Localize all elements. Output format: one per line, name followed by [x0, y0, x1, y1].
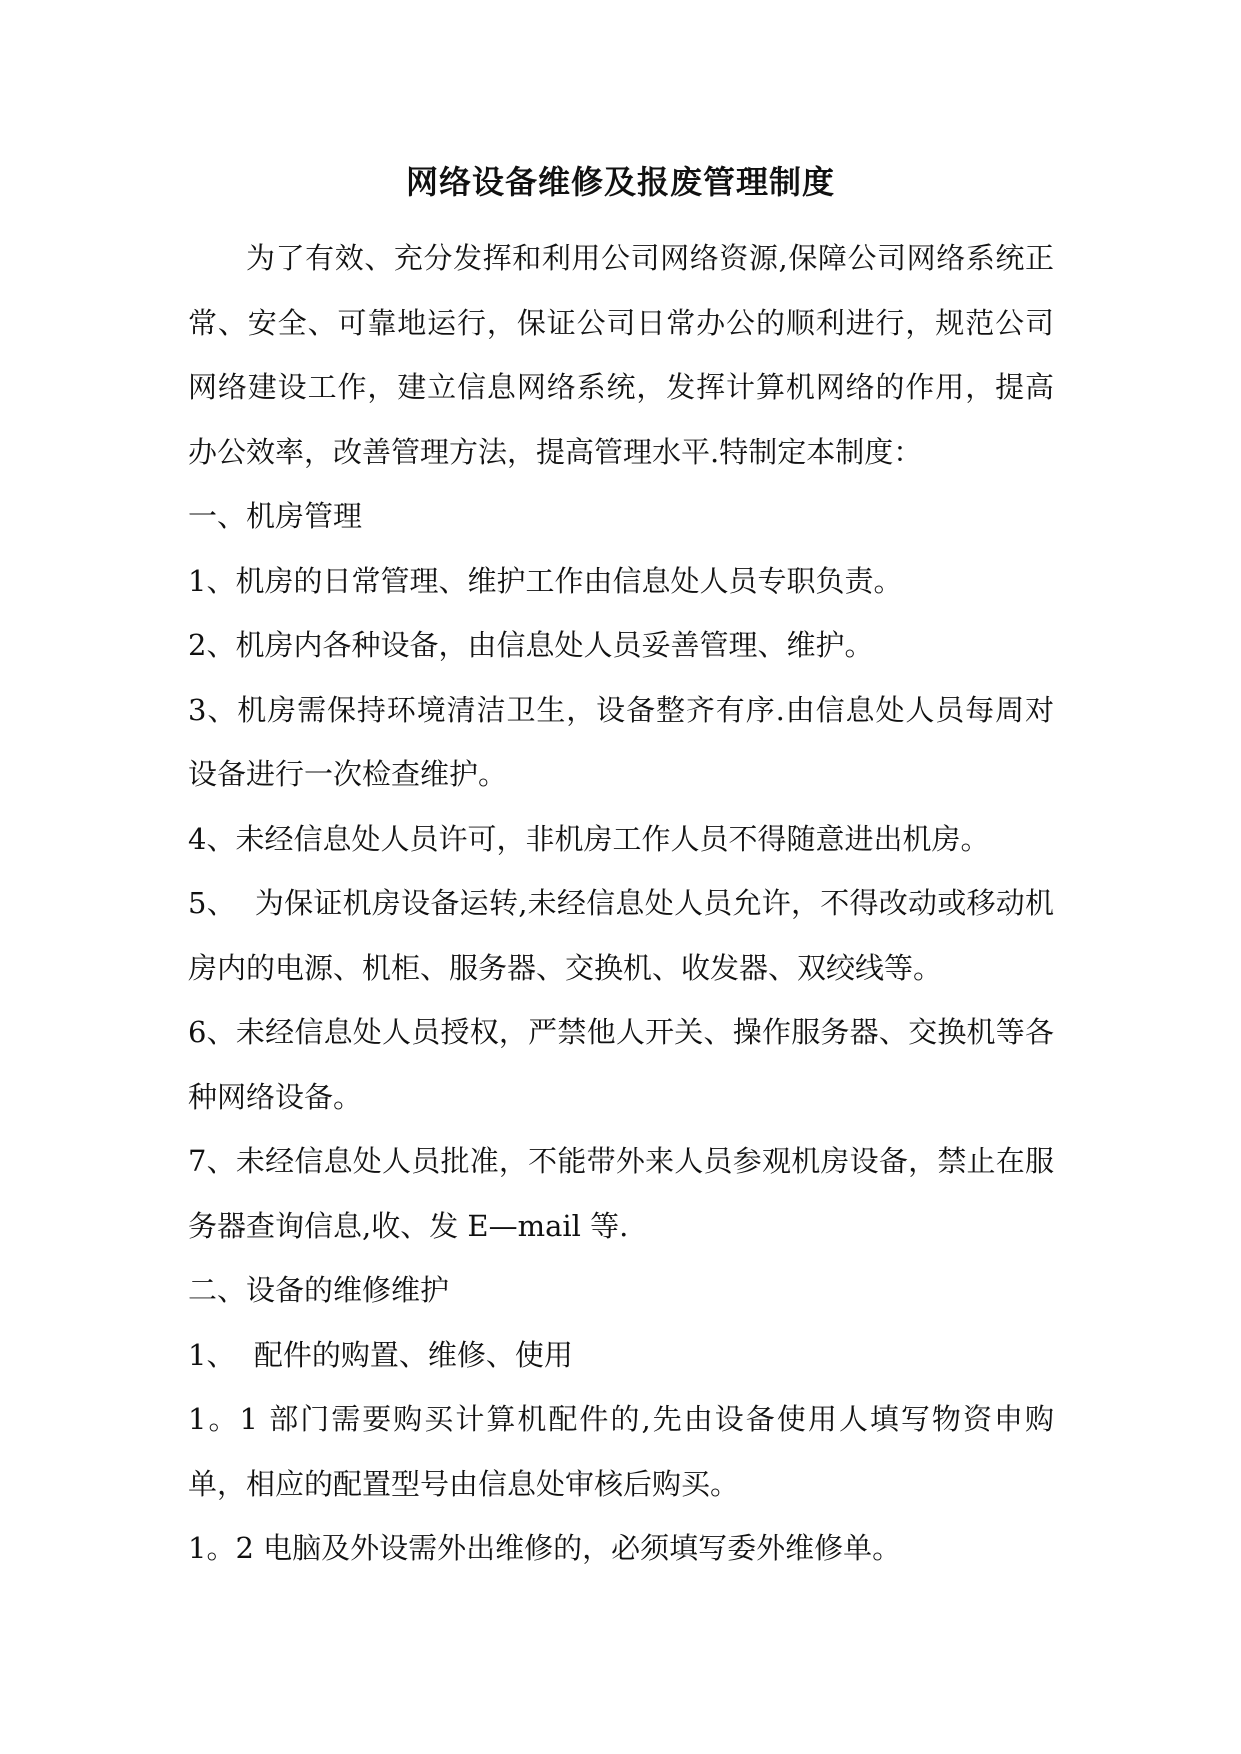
list-item: 1。1 部门需要购买计算机配件的,先由设备使用人填写物资申购单，相应的配置型号由信息处审核后购买。	[188, 1402, 1054, 1501]
section-heading-machine-room: 一、机房管理	[188, 499, 363, 533]
document-body	[188, 226, 1054, 1581]
list-item: 2、机房内各种设备，由信息处人员妥善管理、维护。	[188, 628, 874, 662]
list-item: 1。2 电脑及外设需外出维修的，必须填写委外维修单。	[188, 1531, 902, 1565]
intro-paragraph: 为了有效、充分发挥和利用公司网络资源,保障公司网络系统正常、安全、可靠地运行，保证公司日常办公的顺利进行，规范公司网络建设工作，建立信息网络系统，发挥计算机网络的作用，提高办公效率，改善管理方法，提高管理水平.特制定本制度：	[188, 241, 1054, 469]
list-item: 3、机房需保持环境清洁卫生，设备整齐有序.由信息处人员每周对设备进行一次检查维护。	[188, 692, 1054, 791]
list-item: 1、机房的日常管理、维护工作由信息处人员专职负责。	[188, 563, 903, 598]
section-heading-maintenance: 二、设备的维修维护	[188, 1273, 450, 1307]
list-item: 6、未经信息处人员授权，严禁他人开关、操作服务器、交换机等各种网络设备。	[188, 1015, 1054, 1114]
list-item: 7、未经信息处人员批准，不能带外来人员参观机房设备，禁止在服务器查询信息,收、发 E—mail 等.	[188, 1144, 1054, 1243]
subsection-heading: 1、 配件的购置、维修、使用	[188, 1337, 573, 1372]
document-title: 网络设备维修及报废管理制度	[405, 163, 835, 201]
list-item: 4、未经信息处人员许可，非机房工作人员不得随意进出机房。	[188, 821, 990, 856]
list-item: 5、 为保证机房设备运转,未经信息处人员允许，不得改动或移动机房内的电源、机柜、服务器、交换机、收发器、双绞线等。	[188, 886, 1054, 985]
